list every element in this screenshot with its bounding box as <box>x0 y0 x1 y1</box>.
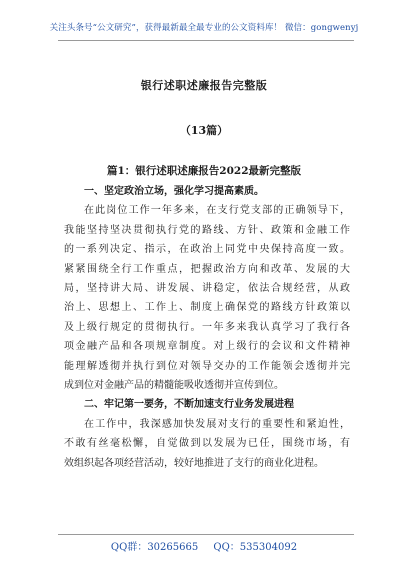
paragraph-line: 治上、思想上、工作上、制度上确保党的路线方针政策以 <box>64 302 350 314</box>
paragraph-line: 局，坚持讲大局、讲发展、讲稳定，依法合规经营，从政 <box>64 283 350 295</box>
paragraph-line: 成到位对金融产品的精髓能吸收透彻并宣传到位。 <box>64 380 284 392</box>
paragraph-line: 不敢有丝毫松懈，自觉做到以发展为已任，围绕市场，有 <box>64 438 350 450</box>
document-title: 银行述职述廉报告完整版 <box>140 79 268 92</box>
paragraph <box>64 201 350 395</box>
section-heading: 一、坚定政治立场，强化学习提高素质。 <box>84 186 264 197</box>
footer-divider <box>58 534 354 535</box>
paragraph-line: 能理解透彻并执行到位对领导交办的工作能领会透彻并完 <box>64 360 350 372</box>
document-body <box>64 182 350 473</box>
paragraph-line: 在此岗位工作一年多来，在支行党支部的正确领导下， <box>84 205 350 217</box>
footer-contact <box>0 538 408 553</box>
footer-qq-number: QQ：535304092 <box>213 542 298 553</box>
paragraph-line: 及上级行规定的贯彻执行。一年多来我认真学习了我行各 <box>64 321 350 333</box>
header-divider <box>58 40 354 41</box>
part-title: 篇1：银行述职述廉报告2022最新完整版 <box>106 165 302 177</box>
document-count: （13篇） <box>179 124 229 137</box>
paragraph <box>64 415 350 473</box>
paragraph-line: 紧紧围绕全行工作重点，把握政治方向和改革、发展的大 <box>64 263 350 275</box>
paragraph-line: 项金融产品和各项规章制度。对上级行的会议和文件精神 <box>64 341 350 353</box>
section-heading: 二、牢记第一要务，不断加速支行业务发展进程 <box>84 399 294 411</box>
paragraph-line: 的一系列决定、指示，在政治上同党中央保持高度一致。 <box>64 244 350 256</box>
header-promo-note: 关注头条号“公文研究”，获得最新最全最专业的公文资料库！ 微信：gongwenyj <box>49 23 359 33</box>
footer-qq-group: QQ群：30265665 <box>110 542 199 553</box>
paragraph-line: 我能坚持坚决贯彻执行党的路线、方针、政策和金融工作 <box>64 224 350 236</box>
paragraph-line: 在工作中，我深感加快发展对支行的重要性和紧迫性， <box>84 418 350 430</box>
paragraph-line: 效组织起各项经营活动，较好地推进了支行的商业化进程。 <box>64 457 324 469</box>
